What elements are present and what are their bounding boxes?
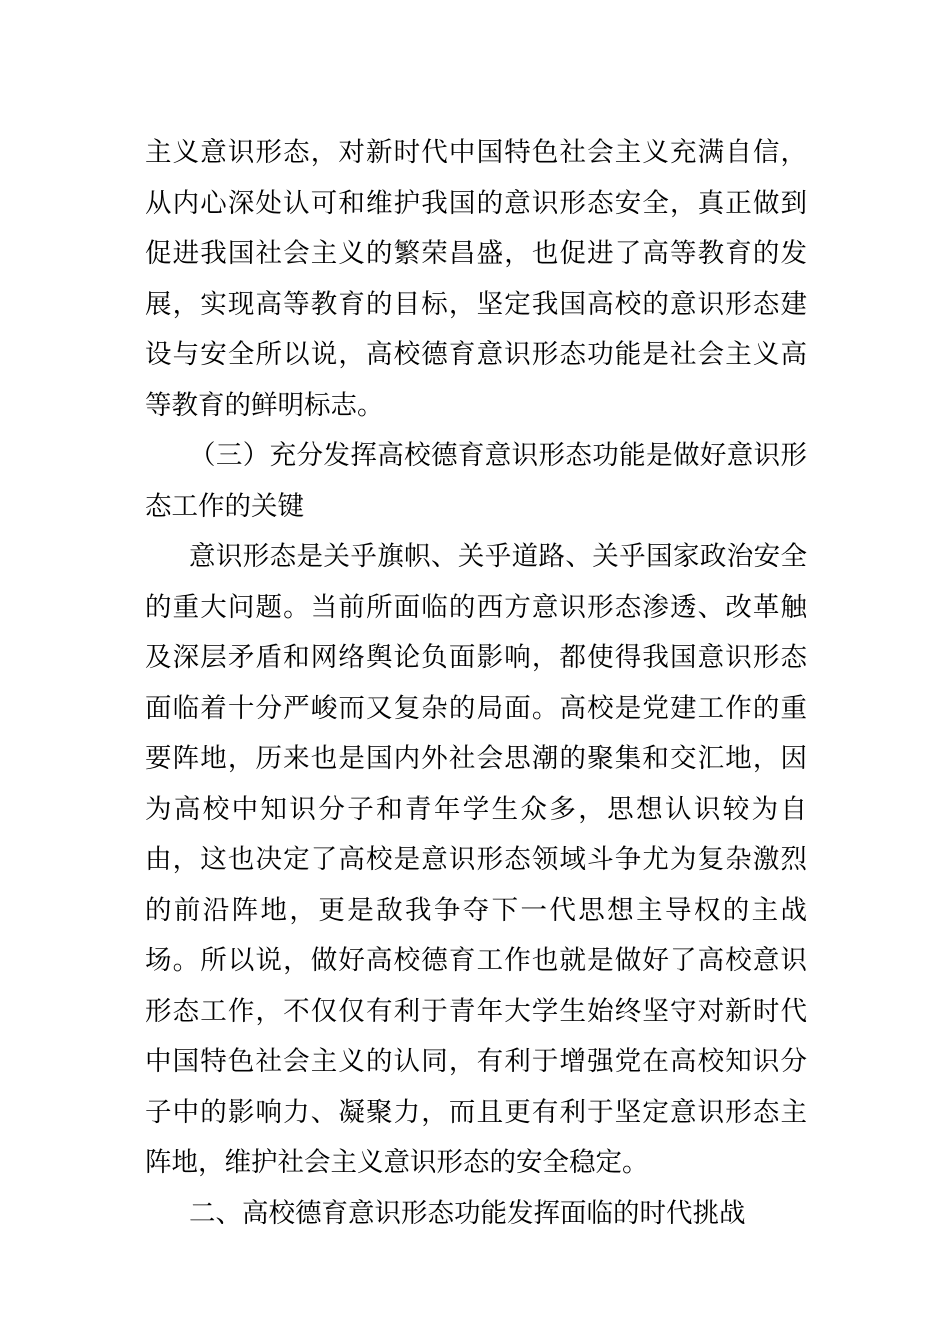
paragraph-body: 意识形态是关乎旗帜、关乎道路、关乎国家政治安全的重大问题。当前所面临的西方意识形态渗透、改革触及深层矛盾和网络舆论负面影响，都使得我国意识形态面临着十分严峻而又复杂的局面。高校是党建工作的重要阵地，历来也是国内外社会思潮的聚集和交汇地，因为高校中知识分子和青年学生众多，思想认识较为自由，这也决定了高校是意识形态领域斗争尤为复杂激烈的前沿阵地，更是敌我争夺下一代思想主导权的主战场。所以说，做好高校德育工作也就是做好了高校意识形态工作，不仅仅有利于青年大学生始终坚守对新时代中国特色社会主义的认同，有利于增强党在高校知识分子中的影响力、凝聚力，而且更有利于坚定意识形态主阵地，维护社会主义意识形态的安全稳定。: [145, 541, 807, 1178]
document-body: [145, 128, 807, 1239]
chapter-heading-two: 二、高校德育意识形态功能发挥面临的时代挑战: [189, 1197, 746, 1229]
section-heading-three: （三）充分发挥高校德育意识形态功能是做好意识形态工作的关键: [145, 440, 807, 522]
paragraph-continuation: 主义意识形态，对新时代中国特色社会主义充满自信，从内心深处认可和维护我国的意识形态安全，真正做到促进我国社会主义的繁荣昌盛，也促进了高等教育的发展，实现高等教育的目标，坚定我国高校的意识形态建设与安全所以说，高校德育意识形态功能是社会主义高等教育的鲜明标志。: [145, 137, 807, 421]
